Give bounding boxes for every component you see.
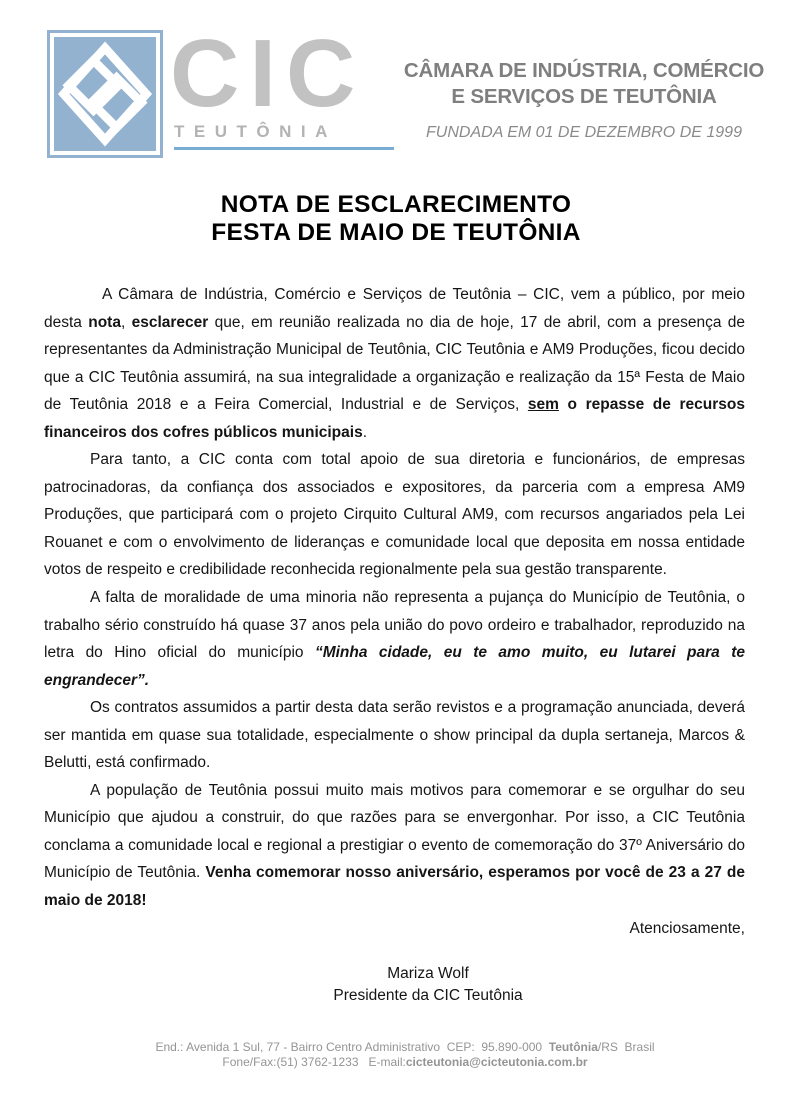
paragraph-2 (44, 446, 745, 584)
footer-address (18, 1040, 792, 1055)
p1-run-bold: esclarecer (131, 313, 209, 331)
footer-contact (18, 1055, 792, 1070)
org-name (396, 58, 772, 110)
footer-email-bold: cicteutonia@cicteutonia.com.br (405, 1055, 588, 1069)
note-title-line2: FESTA DE MAIO DE TEUTÔNIA (211, 219, 581, 246)
logo-inner-frame (50, 33, 160, 155)
signer-name: Mariza Wolf (387, 965, 469, 982)
org-name-line1: CÂMARA DE INDÚSTRIA, COMÉRCIO (403, 59, 765, 82)
paragraph-4 (44, 694, 745, 777)
p2-run: Para tanto, a CIC conta com total apoio de sua diretoria e funcionários, de empresas patrocinadoras, da confiança dos associados e expositores, da parceria com a empresa AM9 Produções, que participará com o projeto Cirquito Cultural AM9, com recursos angariados pela Lei Rouanet e com o envolvimento de lideranças e comunidade local que deposita em nossa entidade votos de respeito e credibilidade reconhecida regionalmente pela sua gestão transparente. (44, 451, 745, 579)
p5-run-bold: Venha comemorar nosso aniversário, esperamos por você de 23 a 27 de maio de 2018! (44, 864, 745, 910)
p3-run: A falta de moralidade de uma minoria não representa a pujança do Município de Teutônia, o trabalho sério construído há quase 37 anos pela união do povo ordeiro e trabalhador, reproduzido na letra do Hino oficial do município (44, 589, 745, 662)
brand-underline (174, 147, 394, 150)
footer-address-run: /RS Brasil (597, 1040, 655, 1054)
diamond-knot-icon (57, 41, 153, 147)
p1-run-bold: nota (88, 313, 121, 331)
org-founded: FUNDADA EM 01 DE DEZEMBRO DE 1999 (426, 124, 742, 141)
org-header (396, 58, 772, 142)
signature-block (64, 963, 792, 1007)
brand-cic-text: CIC (170, 20, 366, 127)
signer-role: Presidente da CIC Teutônia (333, 987, 523, 1004)
footer-address-run: End.: Avenida 1 Sul, 77 - Bairro Centro Administrativo CEP: 95.890-000 (155, 1040, 549, 1054)
p1-run: que, em reunião realizada no dia de hoje, 17 de abril, com a presença de representantes da Administração Municipal de Teutônia, CIC Teutônia e AM9 Produções, ficou decido que a CIC Teutônia assumirá, na sua integralidade a organização e realização da 15ª Festa de Maio de Teutônia 2018 e a Feira Comercial, Industrial e de Serviços, (44, 313, 745, 414)
footer (18, 1040, 792, 1070)
p1-run: , (120, 313, 132, 331)
note-title (0, 191, 792, 247)
footer-phone-run: Fone/Fax:(51) 3762-1233 E-mail: (222, 1055, 406, 1069)
note-title-line1: NOTA DE ESCLARECIMENTO (220, 191, 572, 218)
p1-run-bold-underline: sem (527, 396, 559, 414)
p1-run-bold: o repasse de recursos financeiros dos cofres públicos municipais (44, 396, 745, 441)
paragraph-1 (44, 281, 745, 446)
footer-city-bold: Teutônia (548, 1040, 598, 1054)
p4-run: Os contratos assumidos a partir desta data serão revistos e a programação anunciada, deverá ser mantida em quase sua totalidade, especialmente o show principal da dupla sertaneja, Marcos & Belutti, está confirmado. (44, 699, 745, 772)
p1-run: A Câmara de Indústria, Comércio e Serviços de Teutônia – CIC, vem a público, por meio desta (44, 286, 745, 331)
brand-block (170, 20, 396, 150)
letter-body (44, 281, 745, 942)
org-name-line2: E SERVIÇOS DE TEUTÔNIA (451, 85, 717, 108)
paragraph-5 (44, 777, 745, 915)
p1-run: . (362, 423, 368, 441)
paragraph-3 (44, 584, 745, 694)
p3-run-bold-italic: “Minha cidade, eu te amo muito, eu lutarei para te engrandecer”. (44, 644, 745, 689)
p5-run: A população de Teutônia possui muito mais motivos para comemorar e se orgulhar do seu Município que ajudou a construir, do que razões para se envergonhar. Por isso, a CIC Teutônia conclama a comunidade local e regional a prestigiar o evento de comemoração do 37º Aniversário do Município de Teutônia. (44, 781, 745, 882)
closing-regards: Atenciosamente, (629, 919, 745, 937)
cic-logo (47, 30, 163, 158)
brand-teutonia-text: TEUTÔNIA (174, 122, 337, 141)
